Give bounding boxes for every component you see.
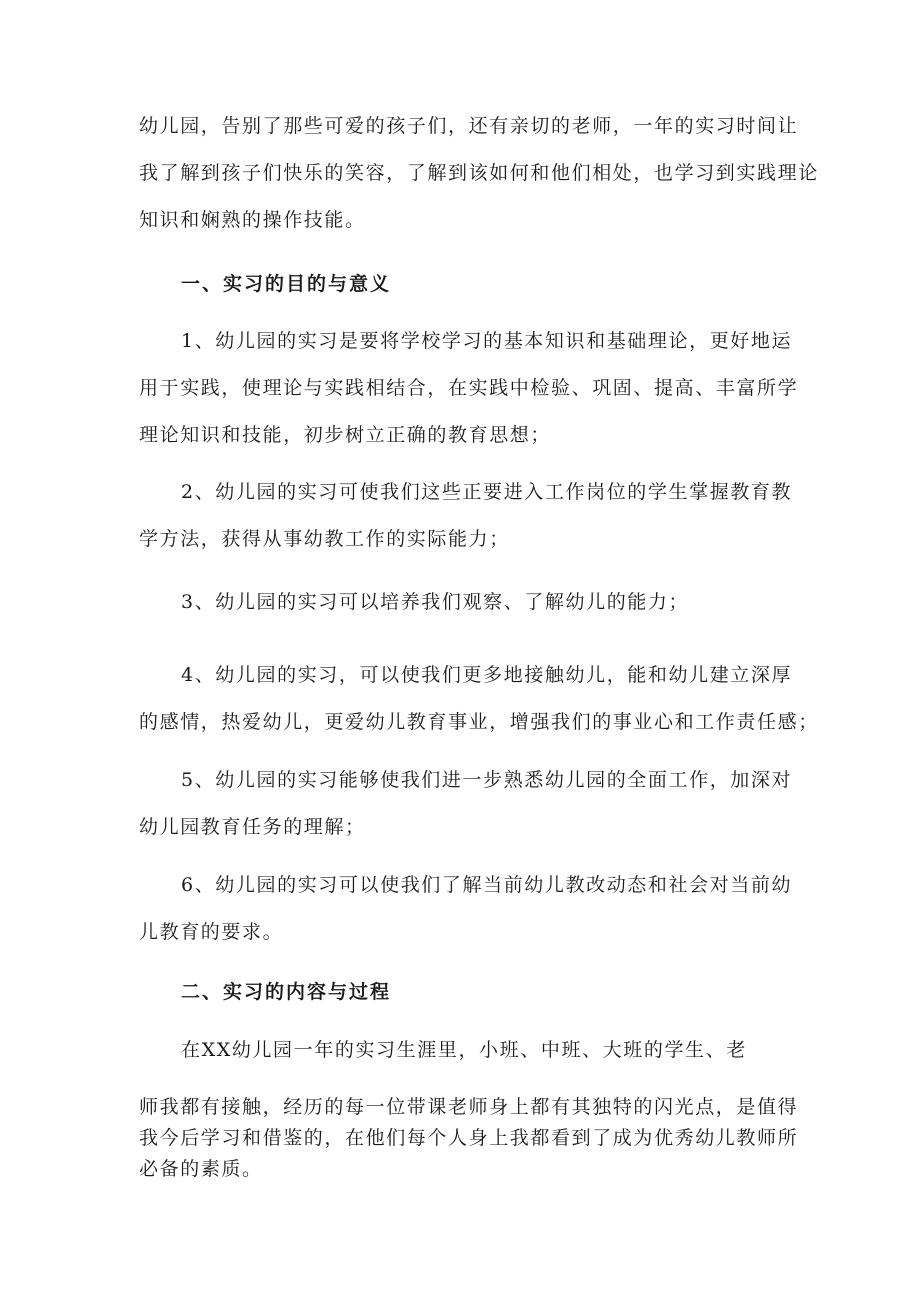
item-line: 6、幼儿园的实习可以使我们了解当前幼儿教改动态和社会对当前幼 bbox=[181, 874, 793, 896]
item-line: 1、幼儿园的实习是要将学校学习的基本知识和基础理论，更好地运 bbox=[181, 330, 793, 352]
purpose-item-5 bbox=[139, 757, 793, 851]
item-line: 5、幼儿园的实习能够使我们进一步熟悉幼儿园的全面工作，加深对 bbox=[181, 769, 793, 791]
item-line: 儿教育的要求。 bbox=[139, 921, 284, 943]
section-heading-text: 一、实习的目的与意义 bbox=[181, 273, 392, 295]
purpose-item-6 bbox=[139, 862, 793, 956]
purpose-item-1 bbox=[139, 318, 799, 459]
item-line: 3、幼儿园的实习可以培养我们观察、了解幼儿的能力； bbox=[181, 591, 690, 613]
item-line: 4、幼儿园的实习，可以使我们更多地接触幼儿，能和幼儿建立深厚 bbox=[181, 664, 793, 686]
paragraph-line: 必备的素质。 bbox=[139, 1158, 263, 1180]
intro-paragraph bbox=[139, 103, 819, 244]
item-line: 2、幼儿园的实习可使我们这些正要进入工作岗位的学生掌握教育教 bbox=[181, 481, 793, 503]
item-line: 用于实践，使理论与实践相结合，在实践中检验、巩固、提高、丰富所学 bbox=[139, 377, 799, 399]
content-paragraph-first-line bbox=[139, 1027, 789, 1074]
purpose-item-3 bbox=[139, 579, 789, 626]
purpose-item-2 bbox=[139, 469, 793, 563]
intro-line: 我了解到孩子们快乐的笑容，了解到该如何和他们相处，也学习到实践理论 bbox=[139, 162, 819, 184]
item-line: 学方法，获得从事幼教工作的实际能力； bbox=[139, 528, 510, 550]
item-line: 幼儿园教育任务的理解； bbox=[139, 816, 366, 838]
section-heading-content bbox=[139, 969, 831, 1016]
section-heading-text: 二、实习的内容与过程 bbox=[181, 981, 392, 1003]
section-heading-purpose bbox=[139, 261, 831, 308]
paragraph-line: 师我都有接触，经历的每一位带课老师身上都有其独特的闪光点，是值得 bbox=[139, 1096, 799, 1118]
paragraph-line: 我今后学习和借鉴的，在他们每个人身上我都看到了成为优秀幼儿教师所 bbox=[139, 1127, 799, 1149]
content-paragraph-rest bbox=[139, 1092, 799, 1185]
item-line: 的感情，热爱幼儿，更爱幼儿教育事业，增强我们的事业心和工作责任感； bbox=[139, 711, 819, 733]
purpose-item-4 bbox=[139, 652, 819, 746]
intro-line: 幼儿园，告别了那些可爱的孩子们，还有亲切的老师，一年的实习时间让 bbox=[139, 115, 799, 137]
intro-line: 知识和娴熟的操作技能。 bbox=[139, 209, 366, 231]
paragraph-line: 在XX幼儿园一年的实习生涯里，小班、中班、大班的学生、老 bbox=[181, 1039, 747, 1061]
item-line: 理论知识和技能，初步树立正确的教育思想； bbox=[139, 424, 552, 446]
